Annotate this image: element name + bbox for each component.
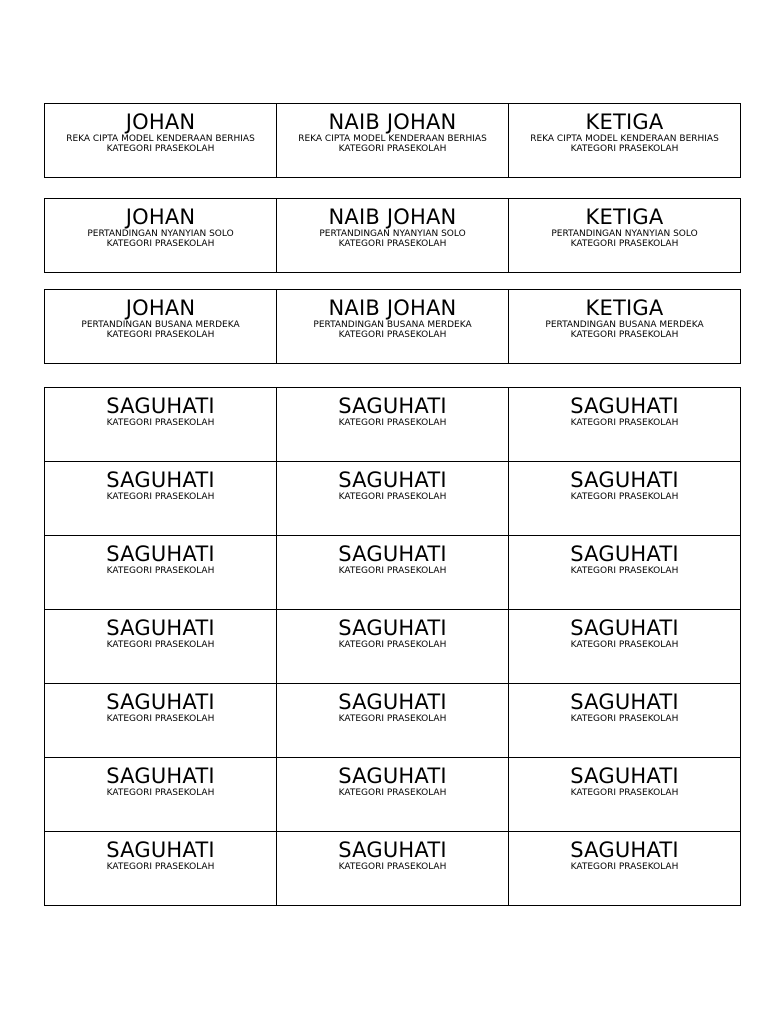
label-category: KATEGORI PRASEKOLAH xyxy=(338,566,447,576)
award-labels-busana-merdeka xyxy=(45,290,741,364)
label-title: SAGUHATI xyxy=(338,542,447,566)
label-category: KATEGORI PRASEKOLAH xyxy=(338,640,447,650)
label-title: SAGUHATI xyxy=(338,764,447,788)
label-category: KATEGORI PRASEKOLAH xyxy=(106,862,215,872)
label-category: KATEGORI PRASEKOLAH xyxy=(570,566,679,576)
label-title: SAGUHATI xyxy=(106,616,215,640)
label-title: SAGUHATI xyxy=(106,468,215,492)
label-title: KETIGA xyxy=(585,110,664,134)
label-saguhati xyxy=(276,387,509,462)
label-category: KATEGORI PRASEKOLAH xyxy=(106,788,215,798)
consolation-labels xyxy=(45,388,741,906)
label-category: KATEGORI PRASEKOLAH xyxy=(338,418,447,428)
label-title: SAGUHATI xyxy=(106,690,215,714)
label-title: SAGUHATI xyxy=(106,394,215,418)
label-saguhati xyxy=(508,757,741,832)
label-event: REKA CIPTA MODEL KENDERAAN BERHIAS xyxy=(298,134,487,144)
label-title: SAGUHATI xyxy=(570,838,679,862)
label-event: REKA CIPTA MODEL KENDERAAN BERHIAS xyxy=(66,134,255,144)
label-category: KATEGORI PRASEKOLAH xyxy=(570,144,679,154)
label-title: JOHAN xyxy=(125,110,196,134)
label-title: KETIGA xyxy=(585,296,664,320)
label-johan xyxy=(44,198,277,273)
label-saguhati xyxy=(44,609,277,684)
label-title: SAGUHATI xyxy=(570,468,679,492)
label-saguhati xyxy=(508,683,741,758)
label-title: NAIB JOHAN xyxy=(328,296,457,320)
label-event: PERTANDINGAN NYANYIAN SOLO xyxy=(87,229,234,239)
label-saguhati xyxy=(44,683,277,758)
label-category: KATEGORI PRASEKOLAH xyxy=(106,144,215,154)
label-category: KATEGORI PRASEKOLAH xyxy=(106,714,215,724)
label-category: KATEGORI PRASEKOLAH xyxy=(570,640,679,650)
label-title: SAGUHATI xyxy=(570,764,679,788)
label-title: SAGUHATI xyxy=(570,690,679,714)
label-category: KATEGORI PRASEKOLAH xyxy=(106,330,215,340)
label-title: SAGUHATI xyxy=(570,616,679,640)
label-saguhati xyxy=(276,609,509,684)
label-title: JOHAN xyxy=(125,296,196,320)
label-category: KATEGORI PRASEKOLAH xyxy=(338,330,447,340)
label-title: NAIB JOHAN xyxy=(328,205,457,229)
label-saguhati xyxy=(276,461,509,536)
label-title: SAGUHATI xyxy=(106,764,215,788)
label-event: PERTANDINGAN NYANYIAN SOLO xyxy=(551,229,698,239)
label-category: KATEGORI PRASEKOLAH xyxy=(570,788,679,798)
label-ketiga xyxy=(508,198,741,273)
label-category: KATEGORI PRASEKOLAH xyxy=(570,239,679,249)
label-saguhati xyxy=(44,831,277,906)
label-event: PERTANDINGAN BUSANA MERDEKA xyxy=(545,320,704,330)
label-category: KATEGORI PRASEKOLAH xyxy=(338,239,447,249)
label-category: KATEGORI PRASEKOLAH xyxy=(106,492,215,502)
label-category: KATEGORI PRASEKOLAH xyxy=(570,330,679,340)
label-category: KATEGORI PRASEKOLAH xyxy=(106,640,215,650)
label-title: KETIGA xyxy=(585,205,664,229)
label-title: SAGUHATI xyxy=(338,838,447,862)
label-saguhati xyxy=(276,757,509,832)
label-title: SAGUHATI xyxy=(338,394,447,418)
label-title: SAGUHATI xyxy=(338,690,447,714)
label-category: KATEGORI PRASEKOLAH xyxy=(338,144,447,154)
label-category: KATEGORI PRASEKOLAH xyxy=(338,862,447,872)
label-category: KATEGORI PRASEKOLAH xyxy=(570,492,679,502)
label-title: JOHAN xyxy=(125,205,196,229)
label-category: KATEGORI PRASEKOLAH xyxy=(570,862,679,872)
label-johan xyxy=(44,289,277,364)
label-saguhati xyxy=(276,831,509,906)
label-category: KATEGORI PRASEKOLAH xyxy=(338,788,447,798)
label-category: KATEGORI PRASEKOLAH xyxy=(570,714,679,724)
label-category: KATEGORI PRASEKOLAH xyxy=(106,566,215,576)
label-saguhati xyxy=(276,683,509,758)
label-saguhati xyxy=(276,535,509,610)
label-saguhati xyxy=(44,461,277,536)
label-event: PERTANDINGAN NYANYIAN SOLO xyxy=(319,229,466,239)
label-saguhati xyxy=(508,387,741,462)
label-naib-johan xyxy=(276,198,509,273)
label-saguhati xyxy=(508,535,741,610)
label-saguhati xyxy=(44,387,277,462)
label-saguhati xyxy=(508,461,741,536)
label-title: SAGUHATI xyxy=(106,542,215,566)
label-event: PERTANDINGAN BUSANA MERDEKA xyxy=(313,320,472,330)
label-category: KATEGORI PRASEKOLAH xyxy=(338,492,447,502)
label-naib-johan xyxy=(276,289,509,364)
label-title: SAGUHATI xyxy=(338,468,447,492)
label-category: KATEGORI PRASEKOLAH xyxy=(570,418,679,428)
label-title: SAGUHATI xyxy=(338,616,447,640)
label-title: SAGUHATI xyxy=(106,838,215,862)
label-event: PERTANDINGAN BUSANA MERDEKA xyxy=(81,320,240,330)
label-saguhati xyxy=(508,609,741,684)
label-saguhati xyxy=(44,757,277,832)
award-labels-nyanyian-solo xyxy=(45,199,741,273)
label-title: SAGUHATI xyxy=(570,542,679,566)
label-title: NAIB JOHAN xyxy=(328,110,457,134)
label-category: KATEGORI PRASEKOLAH xyxy=(338,714,447,724)
label-category: KATEGORI PRASEKOLAH xyxy=(106,418,215,428)
label-johan xyxy=(44,103,277,178)
label-category: KATEGORI PRASEKOLAH xyxy=(106,239,215,249)
label-saguhati xyxy=(508,831,741,906)
label-naib-johan xyxy=(276,103,509,178)
label-ketiga xyxy=(508,103,741,178)
label-event: REKA CIPTA MODEL KENDERAAN BERHIAS xyxy=(530,134,719,144)
award-labels-reka-cipta xyxy=(45,104,741,178)
label-saguhati xyxy=(44,535,277,610)
label-ketiga xyxy=(508,289,741,364)
label-title: SAGUHATI xyxy=(570,394,679,418)
